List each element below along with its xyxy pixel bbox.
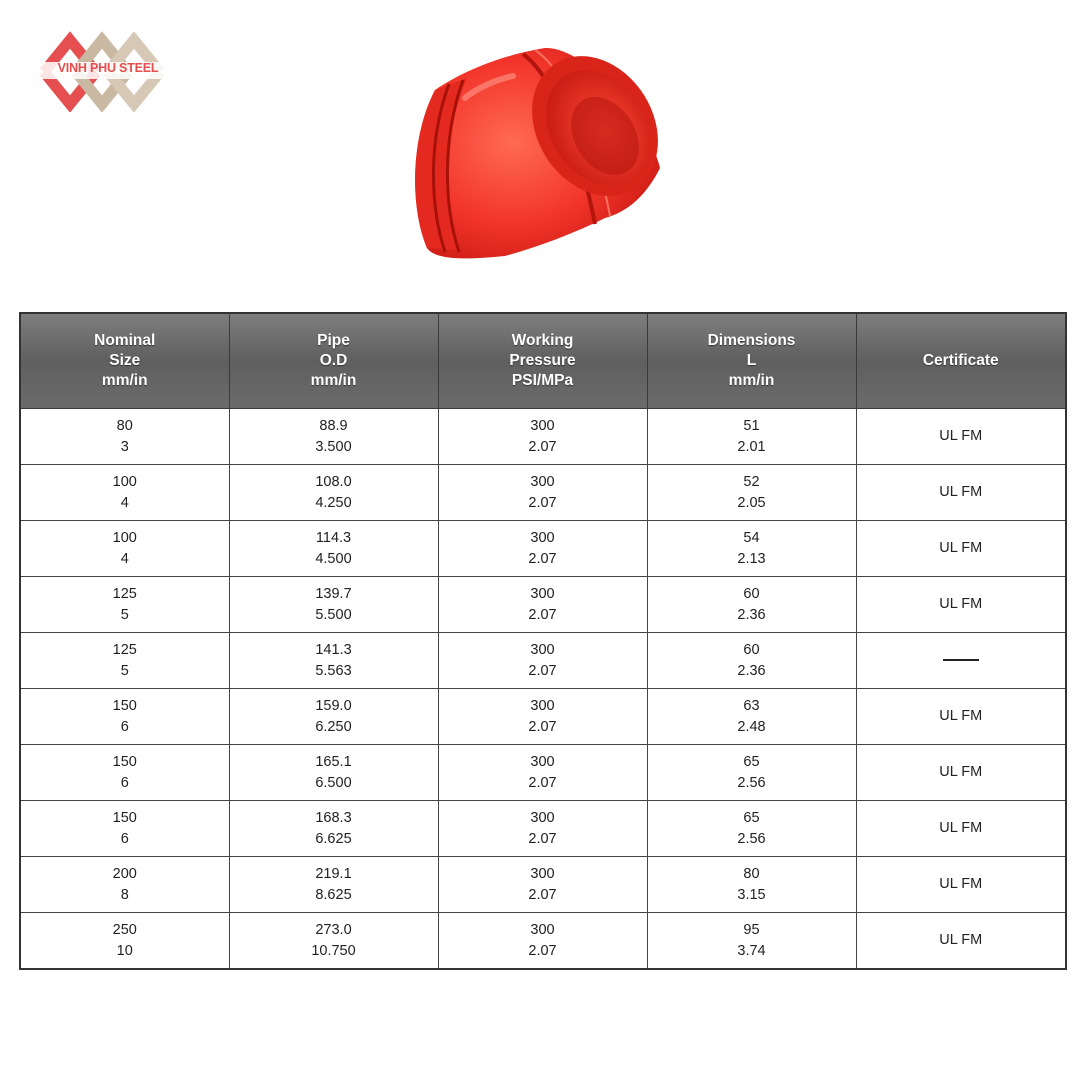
certificate-cell — [856, 521, 1066, 577]
working-pressure-cell-value: 300 — [530, 641, 555, 658]
table-row — [20, 913, 1066, 970]
nominal-size-cell — [20, 689, 229, 745]
working-pressure-cell — [438, 465, 647, 521]
nominal-size-cell-value: 5 — [120, 606, 129, 623]
brand-logo — [36, 28, 176, 112]
dimension-cell-value: 95 — [743, 921, 760, 938]
working-pressure-cell — [438, 801, 647, 857]
certificate-cell — [856, 633, 1066, 689]
dimension-cell-value: 60 — [743, 641, 760, 658]
nominal-size-cell-value: 4 — [120, 550, 129, 567]
working-pressure-cell-value: 300 — [530, 753, 555, 770]
certificate-cell — [856, 745, 1066, 801]
nominal-size-cell — [20, 801, 229, 857]
certificate-cell — [856, 801, 1066, 857]
pipe-od-cell-value: 273.0 — [315, 921, 352, 938]
pipe-od-cell — [229, 577, 438, 633]
nominal-size-cell — [20, 577, 229, 633]
working-pressure-cell-value: 2.07 — [528, 494, 557, 511]
header-pipe-od: Pipe O.D mm/in — [229, 313, 438, 409]
dimension-cell — [647, 409, 856, 465]
dimension-cell-value: 60 — [743, 585, 760, 602]
working-pressure-cell-value: 2.07 — [528, 774, 557, 791]
dimension-cell — [647, 801, 856, 857]
dimension-cell — [647, 745, 856, 801]
pipe-od-cell-value: 141.3 — [315, 641, 352, 658]
table-row — [20, 409, 1066, 465]
nominal-size-cell-value: 6 — [120, 718, 129, 735]
dimension-cell-value: 2.48 — [737, 718, 766, 735]
header-row — [20, 313, 1066, 409]
working-pressure-cell-value: 300 — [530, 809, 555, 826]
table-row — [20, 465, 1066, 521]
dimension-cell-value: 2.36 — [737, 606, 766, 623]
pipe-od-cell — [229, 465, 438, 521]
dimension-cell — [647, 913, 856, 970]
nominal-size-cell — [20, 465, 229, 521]
working-pressure-cell — [438, 521, 647, 577]
pipe-od-cell-value: 108.0 — [315, 473, 352, 490]
table-row — [20, 521, 1066, 577]
nominal-size-cell — [20, 913, 229, 970]
working-pressure-cell-value: 300 — [530, 585, 555, 602]
nominal-size-cell-value: 100 — [112, 473, 137, 490]
dimension-cell-value: 54 — [743, 529, 760, 546]
dimension-cell-value: 2.56 — [737, 774, 766, 791]
working-pressure-cell — [438, 689, 647, 745]
nominal-size-cell-value: 100 — [112, 529, 137, 546]
table-row — [20, 577, 1066, 633]
nominal-size-cell-value: 6 — [120, 774, 129, 791]
pipe-od-cell-value: 3.500 — [315, 438, 352, 455]
pipe-od-cell-value: 6.500 — [315, 774, 352, 791]
certificate-cell — [856, 577, 1066, 633]
nominal-size-cell — [20, 409, 229, 465]
working-pressure-cell-value: 2.07 — [528, 606, 557, 623]
pipe-od-cell — [229, 913, 438, 970]
table-body — [20, 409, 1066, 970]
pipe-od-cell — [229, 633, 438, 689]
working-pressure-cell-value: 2.07 — [528, 662, 557, 679]
pipe-od-cell — [229, 801, 438, 857]
nominal-size-cell — [20, 521, 229, 577]
nominal-size-cell — [20, 857, 229, 913]
pipe-od-cell-value: 168.3 — [315, 809, 352, 826]
nominal-size-cell-value: 3 — [120, 438, 129, 455]
table-row — [20, 689, 1066, 745]
nominal-size-cell-value: 125 — [112, 585, 137, 602]
nominal-size-cell-value: 4 — [120, 494, 129, 511]
working-pressure-cell-value: 2.07 — [528, 830, 557, 847]
pipe-od-cell-value: 165.1 — [315, 753, 352, 770]
certificate-cell — [856, 409, 1066, 465]
dimension-cell-value: 2.01 — [737, 438, 766, 455]
certificate-value: UL FM — [939, 708, 983, 724]
pipe-od-cell-value: 6.625 — [315, 830, 352, 847]
nominal-size-cell-value: 150 — [112, 753, 137, 770]
pipe-od-cell — [229, 409, 438, 465]
table-row — [20, 857, 1066, 913]
working-pressure-cell-value: 300 — [530, 417, 555, 434]
working-pressure-cell-value: 2.07 — [528, 886, 557, 903]
working-pressure-cell-value: 2.07 — [528, 718, 557, 735]
pipe-od-cell-value: 5.563 — [315, 662, 352, 679]
dimension-cell-value: 80 — [743, 865, 760, 882]
dimension-cell-value: 2.36 — [737, 662, 766, 679]
pipe-od-cell — [229, 857, 438, 913]
pipe-od-cell-value: 4.500 — [315, 550, 352, 567]
certificate-value: UL FM — [939, 428, 983, 444]
dimension-cell — [647, 521, 856, 577]
working-pressure-cell — [438, 745, 647, 801]
certificate-value: UL FM — [939, 484, 983, 500]
pipe-od-cell-value: 8.625 — [315, 886, 352, 903]
working-pressure-cell-value: 300 — [530, 921, 555, 938]
nominal-size-cell-value: 150 — [112, 809, 137, 826]
working-pressure-cell — [438, 409, 647, 465]
certificate-cell — [856, 913, 1066, 970]
pipe-od-cell — [229, 745, 438, 801]
dimension-cell — [647, 689, 856, 745]
nominal-size-cell-value: 200 — [112, 865, 137, 882]
dimension-cell-value: 65 — [743, 753, 760, 770]
working-pressure-cell-value: 300 — [530, 865, 555, 882]
grooved-elbow-icon — [405, 38, 670, 270]
working-pressure-cell — [438, 633, 647, 689]
pipe-od-cell-value: 219.1 — [315, 865, 352, 882]
nominal-size-cell-value: 80 — [116, 417, 133, 434]
logo-text: VINH PHU STEEL — [57, 61, 159, 75]
dimension-cell-value: 2.56 — [737, 830, 766, 847]
dimension-cell-value: 2.13 — [737, 550, 766, 567]
dimension-cell-value: 3.15 — [737, 886, 766, 903]
table-row — [20, 633, 1066, 689]
working-pressure-cell-value: 300 — [530, 697, 555, 714]
nominal-size-cell-value: 10 — [116, 942, 133, 959]
nominal-size-cell-value: 125 — [112, 641, 137, 658]
dimension-cell-value: 3.74 — [737, 942, 766, 959]
dimension-cell — [647, 633, 856, 689]
header-dimensions: Dimensions L mm/in — [647, 313, 856, 409]
dimension-cell — [647, 465, 856, 521]
dimension-cell-value: 2.05 — [737, 494, 766, 511]
dimension-cell-value: 52 — [743, 473, 760, 490]
certificate-cell — [856, 689, 1066, 745]
working-pressure-cell — [438, 577, 647, 633]
nominal-size-cell-value: 5 — [120, 662, 129, 679]
working-pressure-cell-value: 300 — [530, 529, 555, 546]
nominal-size-cell-value: 8 — [120, 886, 129, 903]
nominal-size-cell-value: 150 — [112, 697, 137, 714]
dimension-cell-value: 65 — [743, 809, 760, 826]
nominal-size-cell — [20, 633, 229, 689]
pipe-od-cell-value: 114.3 — [315, 529, 352, 546]
working-pressure-cell-value: 2.07 — [528, 438, 557, 455]
working-pressure-cell-value: 2.07 — [528, 942, 557, 959]
header-nominal-size: Nominal Size mm/in — [20, 313, 229, 409]
table-row — [20, 801, 1066, 857]
header-certificate: Certificate — [856, 313, 1066, 409]
pipe-od-cell — [229, 521, 438, 577]
nominal-size-cell — [20, 745, 229, 801]
nominal-size-cell-value: 6 — [120, 830, 129, 847]
dimension-cell — [647, 857, 856, 913]
certificate-value: UL FM — [939, 540, 983, 556]
no-certificate-dash — [943, 659, 979, 661]
certificate-cell — [856, 465, 1066, 521]
spec-table — [19, 312, 1067, 970]
working-pressure-cell — [438, 857, 647, 913]
dimension-cell — [647, 577, 856, 633]
nominal-size-cell-value: 250 — [112, 921, 137, 938]
certificate-cell — [856, 857, 1066, 913]
pipe-od-cell-value: 5.500 — [315, 606, 352, 623]
dimension-cell-value: 51 — [743, 417, 760, 434]
pipe-od-cell-value: 159.0 — [315, 697, 352, 714]
header-working-pressure: Working Pressure PSI/MPa — [438, 313, 647, 409]
pipe-od-cell-value: 6.250 — [315, 718, 352, 735]
certificate-value: UL FM — [939, 932, 983, 948]
pipe-od-cell-value: 4.250 — [315, 494, 352, 511]
certificate-value: UL FM — [939, 596, 983, 612]
pipe-od-cell — [229, 689, 438, 745]
pipe-od-cell-value: 10.750 — [311, 942, 356, 959]
pipe-od-cell-value: 139.7 — [315, 585, 352, 602]
working-pressure-cell — [438, 913, 647, 970]
pipe-od-cell-value: 88.9 — [319, 417, 348, 434]
certificate-value: UL FM — [939, 876, 983, 892]
certificate-value: UL FM — [939, 820, 983, 836]
working-pressure-cell-value: 300 — [530, 473, 555, 490]
dimension-cell-value: 63 — [743, 697, 760, 714]
certificate-value: UL FM — [939, 764, 983, 780]
table-row — [20, 745, 1066, 801]
working-pressure-cell-value: 2.07 — [528, 550, 557, 567]
